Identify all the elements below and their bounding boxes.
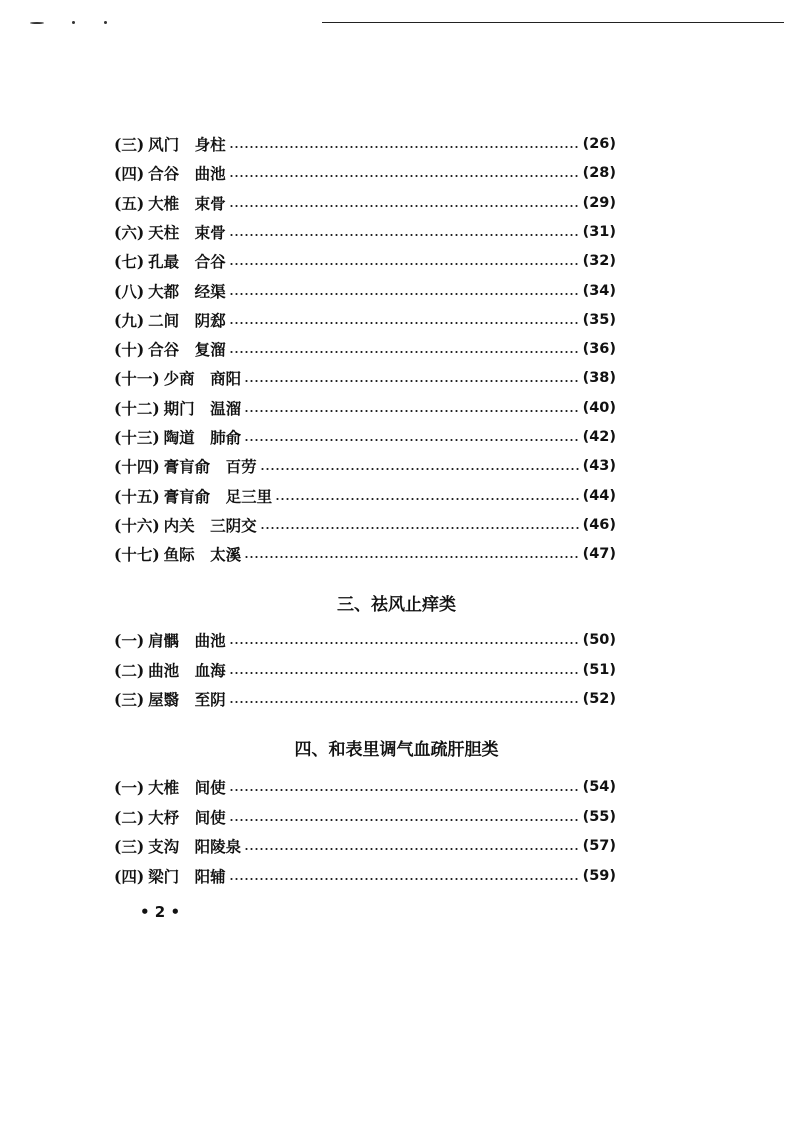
toc-entry-title: 曲池 血海 [148,660,226,680]
toc-entry-number: (十二) [114,398,160,418]
toc-entry [114,543,616,565]
toc-entry-page: (43) [582,458,616,475]
toc-entry-page: (57) [582,838,616,854]
section-heading-3: 三、祛风止痒类 [337,595,456,615]
toc-entry [114,806,616,828]
toc-entry [114,338,616,360]
toc-entry-title: 大椎 束骨 [148,193,226,213]
toc-entry-title: 肩髃 曲池 [148,631,226,650]
toc-entry [114,514,616,536]
toc-entry-title: 二间 阴郄 [148,310,226,330]
toc-entry [114,280,616,302]
toc-leader-dots [275,485,579,507]
toc-leader-dots [260,514,580,536]
toc-entry-number: (十) [114,340,145,360]
toc-entry-page: (46) [582,516,616,533]
toc-leader-dots [244,543,579,565]
toc-leader-dots [229,688,580,710]
toc-entry-page: (51) [582,661,616,678]
toc-entry-number: (十四) [114,457,160,477]
toc-entry [114,776,616,798]
toc-entry-page: (42) [582,429,616,445]
toc-entry-page: (59) [582,867,616,884]
toc-entry-number: (二) [114,660,145,680]
toc-entry-title: 陶道 肺俞 [163,428,242,447]
toc-entry-number: (十五) [114,486,160,506]
toc-entry-number: (一) [114,778,145,797]
toc-leader-dots [244,835,579,857]
toc-leader-dots [229,221,580,243]
toc-entry [114,250,616,272]
toc-entry [114,192,616,214]
toc-entry [114,485,616,507]
toc-leader-dots [244,397,579,419]
toc-leader-dots [260,455,580,477]
toc-entry-number: (十三) [114,428,160,447]
toc-leader-dots [229,192,580,214]
toc-entry-title: 大杼 间使 [148,807,226,827]
toc-entry [114,367,616,389]
toc-entry-title: 膏肓俞 百劳 [163,457,257,477]
toc-entry-number: (八) [114,281,145,301]
toc-entry-title: 合谷 曲池 [148,164,226,184]
toc-entry-page: (34) [582,282,616,299]
toc-leader-dots [229,250,580,272]
toc-entry [114,455,616,477]
toc-entry [114,865,616,887]
toc-entry-title: 少商 商阳 [163,369,242,389]
toc-entry-number: (九) [114,310,145,330]
scan-speck [104,21,107,24]
toc-entry [114,397,616,419]
toc-entry-title: 梁门 阳辅 [148,866,226,886]
toc-entry-page: (31) [582,223,616,240]
toc-leader-dots [229,806,580,828]
toc-leader-dots [229,133,580,155]
toc-leader-dots [229,776,580,798]
toc-entry-page: (55) [582,808,616,825]
toc-entry-page: (29) [582,194,616,211]
toc-entry [114,426,616,448]
toc-entry-page: (38) [582,370,616,387]
toc-leader-dots [229,338,580,360]
toc-entry [114,688,616,710]
scan-speck [72,21,75,24]
toc-leader-dots [229,865,580,887]
toc-entry [114,162,616,184]
toc-entry-page: (26) [582,136,616,152]
toc-entry-page: (47) [582,546,616,563]
toc-entry [114,221,616,243]
toc-entry-number: (七) [114,252,145,272]
toc-entry-title: 孔最 合谷 [148,252,226,272]
toc-leader-dots [229,629,580,651]
toc-entry-number: (十七) [114,545,160,565]
toc-entry-page: (54) [582,779,616,795]
toc-entry [114,659,616,681]
toc-entry-number: (五) [114,193,145,213]
toc-entry-title: 大椎 间使 [148,778,226,797]
toc-entry-title: 大都 经渠 [148,281,226,301]
toc-entry-page: (35) [582,311,616,328]
toc-entry [114,835,616,857]
toc-entry [114,629,616,651]
toc-entry-page: (40) [582,399,616,416]
toc-leader-dots [229,162,580,184]
toc-entry-title: 合谷 复溜 [148,340,226,360]
page-number: • 2 • [140,903,181,921]
toc-leader-dots [229,309,580,331]
toc-entry-number: (十六) [114,515,160,535]
toc-entry-title: 支沟 阳陵泉 [148,837,242,856]
toc-entry-number: (四) [114,866,145,886]
toc-entry-title: 风门 身柱 [148,135,226,154]
toc-entry-number: (一) [114,631,145,650]
toc-entry-number: (三) [114,690,145,709]
section-heading-4: 四、和表里调气血疏肝胆类 [294,740,499,760]
toc-entry-number: (二) [114,807,145,827]
toc-entry-page: (32) [582,253,616,270]
toc-leader-dots [229,659,580,681]
toc-entry-page: (50) [582,632,616,648]
toc-entry-title: 膏肓俞 足三里 [163,486,273,506]
toc-entry-page: (28) [582,165,616,182]
toc-entry-number: (三) [114,837,145,856]
toc-entry-page: (36) [582,341,616,358]
scan-speck [30,22,44,24]
toc-entry-number: (四) [114,164,145,184]
toc-entry-number: (三) [114,135,145,154]
toc-entry [114,309,616,331]
toc-entry-title: 天柱 束骨 [148,222,226,242]
toc-leader-dots [244,426,579,448]
toc-entry-page: (44) [582,487,616,504]
toc-entry-title: 期门 温溜 [163,398,242,418]
toc-entry-number: (六) [114,222,145,242]
toc-entry [114,133,616,155]
toc-entry-title: 屋翳 至阴 [148,690,226,709]
toc-entry-title: 鱼际 太溪 [163,545,242,565]
scan-top-rule [322,22,784,23]
toc-leader-dots [244,367,579,389]
toc-entry-title: 内关 三阴交 [163,515,257,535]
toc-entry-number: (十一) [114,369,160,389]
toc-entry-page: (52) [582,691,616,707]
toc-leader-dots [229,280,580,302]
